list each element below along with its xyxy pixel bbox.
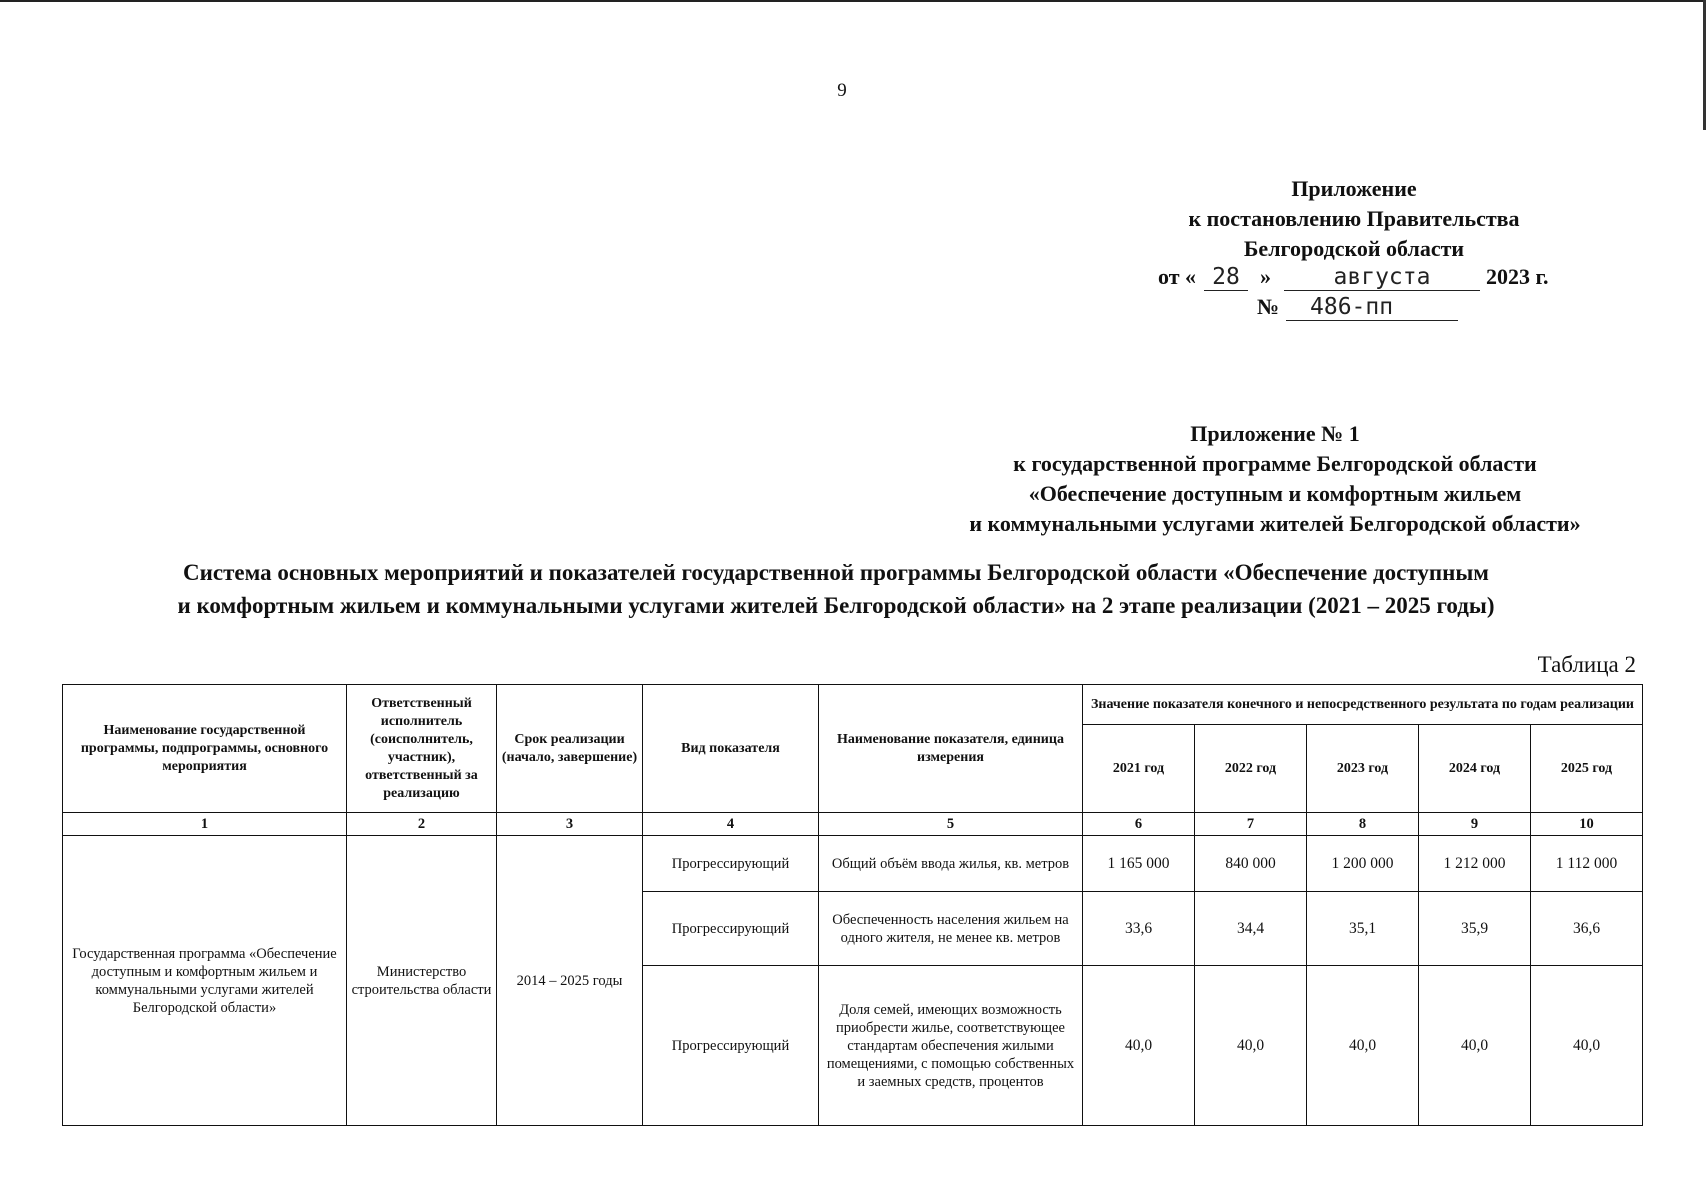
value-cell: 1 200 000 — [1307, 836, 1419, 892]
value-cell: 40,0 — [1307, 966, 1419, 1126]
column-number: 2 — [347, 813, 497, 836]
value-cell: 1 212 000 — [1419, 836, 1531, 892]
indicator-name-cell: Обеспеченность населения жильем на одного жителя, не менее кв. метров — [819, 892, 1083, 966]
column-number: 10 — [1531, 813, 1643, 836]
value-cell: 40,0 — [1419, 966, 1531, 1126]
date-year: 2023 г. — [1486, 264, 1549, 289]
term-cell: 2014 – 2025 годы — [497, 836, 643, 1126]
annex-line-4: и коммунальными услугами жителей Белгородской области» — [969, 511, 1581, 536]
value-cell: 1 112 000 — [1531, 836, 1643, 892]
value-cell: 34,4 — [1195, 892, 1307, 966]
date-month: августа — [1284, 264, 1480, 291]
annex-line-3: «Обеспечение доступным и комфортным жильем — [1028, 481, 1522, 506]
indicators-table — [62, 684, 1643, 1126]
header-year: 2022 год — [1195, 725, 1307, 813]
approval-date — [1158, 264, 1558, 294]
title-line-2: и комфортным жильем и коммунальными услугами жителей Белгородской области» на 2 этапе реализации (2021 – 2025 годы) — [177, 593, 1495, 618]
indicator-type-cell: Прогрессирующий — [643, 966, 819, 1126]
annex-line-2: к государственной программе Белгородской области — [1013, 451, 1537, 476]
column-number: 9 — [1419, 813, 1531, 836]
title-line-1: Система основных мероприятий и показателей государственной программы Белгородской области «Обеспечение доступным — [183, 560, 1489, 585]
indicator-name-cell: Общий объём ввода жилья, кв. метров — [819, 836, 1083, 892]
value-cell: 35,9 — [1419, 892, 1531, 966]
approval-line-2: к постановлению Правительства — [1188, 206, 1520, 231]
annex-line-1: Приложение № 1 — [1190, 421, 1360, 446]
column-number: 8 — [1307, 813, 1419, 836]
value-cell: 40,0 — [1531, 966, 1643, 1126]
number-value: 486-пп — [1286, 294, 1458, 321]
value-cell: 840 000 — [1195, 836, 1307, 892]
indicator-type-cell: Прогрессирующий — [643, 892, 819, 966]
value-cell: 40,0 — [1195, 966, 1307, 1126]
header-year: 2023 год — [1307, 725, 1419, 813]
program-name-cell: Государственная программа «Обеспечение доступным и комфортным жильем и коммунальными услугами жителей Белгородской области» — [63, 836, 347, 1126]
column-number: 3 — [497, 813, 643, 836]
value-cell: 33,6 — [1083, 892, 1195, 966]
value-cell: 35,1 — [1307, 892, 1419, 966]
approval-line-1: Приложение — [1291, 176, 1417, 201]
column-number: 5 — [819, 813, 1083, 836]
header-year: 2021 год — [1083, 725, 1195, 813]
executor-cell: Министерство строительства области — [347, 836, 497, 1126]
approval-line-3: Белгородской области — [1243, 236, 1465, 261]
page-number: 9 — [837, 80, 847, 101]
value-cell: 1 165 000 — [1083, 836, 1195, 892]
header-term: Срок реализации (начало, завершение) — [497, 685, 643, 813]
column-number-row — [63, 813, 1643, 836]
header-values-group: Значение показателя конечного и непосредственного результата по годам реализации — [1083, 685, 1643, 725]
column-number: 7 — [1195, 813, 1307, 836]
approval-number — [1158, 294, 1558, 324]
document-title — [96, 556, 1576, 622]
date-day: 28 — [1204, 264, 1248, 291]
header-year: 2024 год — [1419, 725, 1531, 813]
header-indicator-type: Вид показателя — [643, 685, 819, 813]
number-label: № — [1257, 294, 1280, 319]
table-row — [63, 836, 1643, 892]
value-cell: 36,6 — [1531, 892, 1643, 966]
column-number: 6 — [1083, 813, 1195, 836]
header-year: 2025 год — [1531, 725, 1643, 813]
table-caption: Таблица 2 — [1537, 652, 1636, 677]
annex-block — [860, 419, 1690, 539]
header-program: Наименование государственной программы, подпрограммы, основного мероприятия — [63, 685, 347, 813]
scan-edge-top — [0, 0, 1706, 2]
indicator-name-cell: Доля семей, имеющих возможность приобрести жилье, соответствующее стандартам обеспечения жилыми помещениями, с помощью собственных и заемных средств, процентов — [819, 966, 1083, 1126]
column-number: 4 — [643, 813, 819, 836]
column-number: 1 — [63, 813, 347, 836]
header-executor: Ответственный исполнитель (соисполнитель, участник), ответственный за реализацию — [347, 685, 497, 813]
indicator-type-cell: Прогрессирующий — [643, 836, 819, 892]
date-mid: » — [1260, 264, 1271, 289]
date-prefix: от « — [1158, 264, 1197, 289]
header-indicator-name: Наименование показателя, единица измерения — [819, 685, 1083, 813]
header-row-1 — [63, 685, 1643, 725]
approval-block — [1130, 174, 1578, 264]
value-cell: 40,0 — [1083, 966, 1195, 1126]
